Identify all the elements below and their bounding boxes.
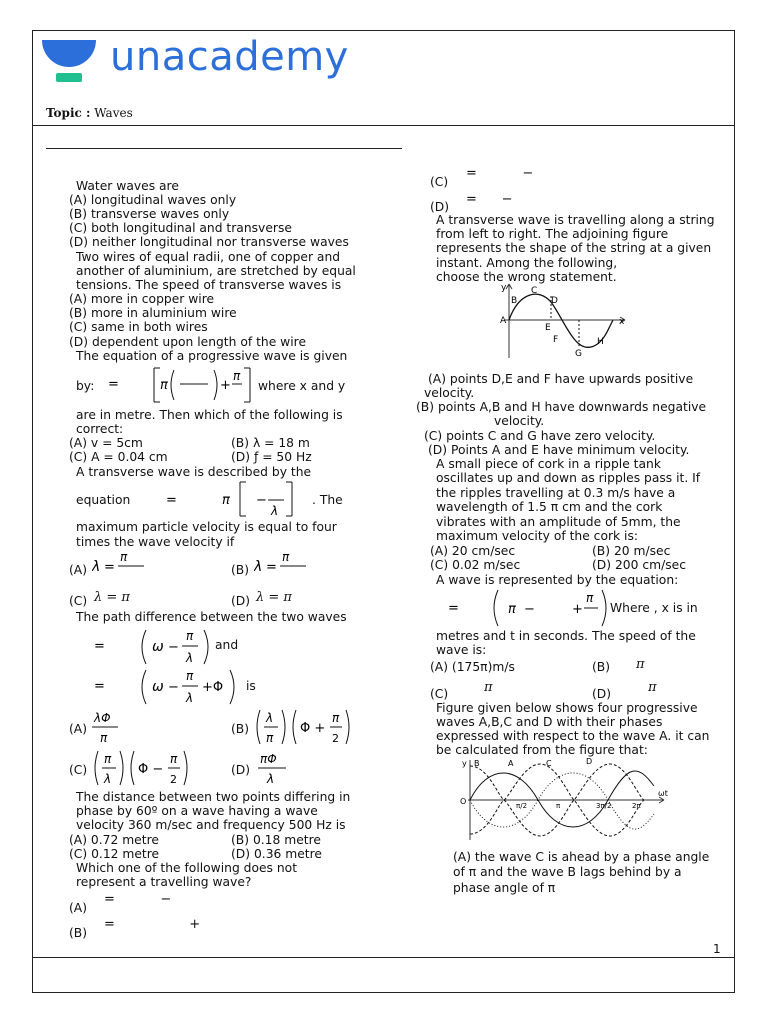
svg-text:−: −	[256, 493, 267, 508]
q8-option-a-1: (A) points D,E and F have upwards positive	[428, 372, 694, 386]
q5-wave1-equation	[90, 624, 220, 668]
q2-option-a: (A) more in copper wire	[69, 292, 215, 306]
q8-string-figure	[495, 282, 635, 362]
q7-option-d-math: = −	[466, 192, 513, 207]
q6-stem-3: velocity 360 m/sec and frequency 500 Hz is	[76, 818, 346, 832]
q2-stem-1: Two wires of equal radii, one of copper and	[76, 250, 341, 264]
q7-option-a: (A)	[69, 901, 88, 915]
q9-stem-6: maximum velocity of the cork is:	[436, 529, 639, 543]
q5-option-d: (D)	[231, 763, 251, 777]
column-rule	[46, 148, 402, 149]
q3-where: where x and y	[258, 379, 346, 393]
q3-option-d: (D) ƒ = 50 Hz	[231, 450, 312, 464]
q8-option-b-2: velocity.	[494, 414, 545, 428]
svg-text:λ: λ	[186, 651, 194, 665]
q9-stem-4: wavelength of 1.5 π cm and the cork	[436, 500, 663, 514]
q1-option-a: (A) longitudinal waves only	[69, 193, 237, 207]
q5-wave2-equation	[90, 664, 250, 708]
wfig-label-c: C	[546, 759, 552, 768]
svg-text:=: =	[108, 377, 119, 392]
q6-option-d: (D) 0.36 metre	[231, 847, 322, 861]
svg-text:λ: λ	[92, 559, 101, 575]
wfig-label-a: A	[508, 759, 514, 768]
svg-text:−: −	[168, 640, 179, 655]
svg-text:=: =	[166, 493, 177, 508]
q11-waves-figure	[458, 756, 678, 842]
q8-stem-1: A transverse wave is travelling along a string	[436, 213, 715, 227]
wfig-label-d: D	[586, 757, 593, 766]
q7-stem-1: Which one of the following does not	[76, 861, 298, 875]
q3-option-a: (A) v = 5cm	[69, 436, 143, 450]
svg-text:π: π	[186, 629, 194, 643]
unacademy-logo-icon	[40, 36, 100, 86]
wfig-label-y: y	[462, 759, 467, 768]
q4-line-4: times the wave velocity if	[76, 535, 235, 549]
q7-option-b: (B)	[69, 926, 88, 940]
q4-the: . The	[312, 493, 343, 507]
q10-equation	[444, 586, 610, 630]
q1-stem: Water waves are	[76, 179, 179, 193]
q3-option-b: (B) λ = 18 m	[231, 436, 310, 450]
q10-option-b-math: π	[636, 657, 645, 672]
q3-stem-end-2: correct:	[76, 422, 124, 436]
q4-option-a-math	[92, 550, 148, 580]
q11-stem-4: be calculated from the figure that:	[436, 743, 648, 757]
q9-stem-2: oscillates up and down as ripples pass it. If	[436, 471, 701, 485]
q6-stem-2: phase by 60º on a wave having a wave	[76, 804, 318, 818]
svg-text:π: π	[222, 493, 230, 508]
q4-option-d-math: λ = π	[256, 590, 292, 605]
q11-option-a-1: (A) the wave C is ahead by a phase angle	[453, 850, 710, 864]
fig-label-b: B	[511, 296, 518, 306]
svg-text:Φ +: Φ +	[300, 721, 326, 736]
q3-equation	[100, 362, 260, 406]
svg-text:λΦ: λΦ	[94, 711, 111, 725]
q9-stem-3: the ripples travelling at 0.3 m/s have a	[436, 486, 676, 500]
svg-text:π: π	[170, 752, 178, 766]
page-number: 1	[713, 942, 721, 956]
svg-text:π: π	[100, 731, 108, 745]
q5-option-a-math	[92, 707, 132, 747]
q3-stem: The equation of a progressive wave is given	[76, 349, 348, 363]
q8-option-d: (D) Points A and E have minimum velocity.	[428, 443, 690, 457]
q5-option-c-math	[92, 747, 192, 789]
fig-label-y: y	[501, 283, 507, 293]
q7-option-c-math: = −	[466, 166, 534, 181]
wfig-label-wt: ωt	[658, 789, 668, 798]
q1-option-d: (D) neither longitudinal nor transverse waves	[69, 235, 349, 249]
q2-stem-3: tensions. The speed of transverse waves is	[76, 278, 342, 292]
fig-label-c: C	[531, 286, 538, 296]
q2-stem-2: another of aluminium, are stretched by equal	[76, 264, 356, 278]
q9-option-c: (C) 0.02 m/sec	[430, 558, 521, 572]
q3-stem-end-1: are in metre. Then which of the following is	[76, 408, 343, 422]
svg-text:π: π	[282, 550, 290, 564]
q5-option-b: (B)	[231, 722, 250, 736]
q10-option-d-math: π	[648, 680, 657, 695]
svg-text:π: π	[233, 369, 241, 383]
wfig-label-b: B	[474, 759, 480, 768]
q9-option-b: (B) 20 m/sec	[592, 544, 671, 558]
q5-option-c: (C)	[69, 763, 88, 777]
q6-stem-1: The distance between two points differing in	[76, 790, 351, 804]
q11-stem-3: expressed with respect to the wave A. it can	[436, 729, 710, 743]
svg-text:λ: λ	[254, 559, 263, 575]
wfig-label-o: O	[460, 797, 467, 806]
q9-stem-5: vibrates with an amplitude of 5mm, the	[436, 515, 681, 529]
q4-line-3: maximum particle velocity is equal to four	[76, 520, 337, 534]
svg-text:2: 2	[170, 773, 177, 786]
q10-where: Where , x is in	[610, 601, 698, 615]
q5-and: and	[215, 638, 239, 652]
q7-option-b-math: = +	[104, 917, 201, 932]
q10-option-c-math: π	[484, 680, 493, 695]
svg-text:−: −	[168, 680, 179, 695]
q4-option-a: (A)	[69, 563, 88, 577]
q7-option-c: (C)	[430, 175, 449, 189]
svg-text:=: =	[94, 639, 105, 654]
q1-option-c: (C) both longitudinal and transverse	[69, 221, 292, 235]
q10-option-d: (D)	[592, 687, 612, 701]
q5-option-d-math	[258, 748, 298, 788]
svg-text:ω: ω	[152, 679, 164, 695]
svg-text:=: =	[266, 560, 277, 575]
q2-option-b: (B) more in aluminium wire	[69, 306, 237, 320]
fig-label-d: D	[551, 296, 558, 306]
q7-stem-2: represent a travelling wave?	[76, 875, 252, 889]
svg-text:Φ −: Φ −	[138, 762, 164, 777]
q7-option-d: (D)	[430, 200, 450, 214]
q4-option-d: (D)	[231, 594, 251, 608]
q4-line-1: A transverse wave is described by the	[76, 465, 312, 479]
svg-text:π: π	[266, 731, 274, 745]
q5-is: is	[246, 679, 256, 693]
svg-text:π: π	[186, 669, 194, 683]
fig-label-h: H	[597, 337, 604, 347]
svg-text:π: π	[120, 550, 128, 564]
svg-text:π: π	[104, 752, 112, 766]
wfig-label-pi2: π/2	[516, 802, 528, 810]
svg-text:λ: λ	[186, 691, 194, 705]
q9-option-d: (D) 200 cm/sec	[592, 558, 686, 572]
svg-text:ω: ω	[152, 639, 164, 655]
q2-option-c: (C) same in both wires	[69, 320, 208, 334]
svg-text:π: π	[508, 602, 516, 617]
q10-stem-end-2: wave is:	[436, 643, 487, 657]
svg-text:λ: λ	[267, 772, 275, 786]
footer-divider	[32, 957, 735, 958]
q4-eq-label: equation	[76, 493, 131, 507]
svg-text:2: 2	[332, 732, 339, 745]
q8-option-c: (C) points C and G have zero velocity.	[424, 429, 656, 443]
q1-option-b: (B) transverse waves only	[69, 207, 230, 221]
q4-option-c-math: λ = π	[94, 590, 130, 605]
q11-stem-1: Figure given below shows four progressive	[436, 701, 698, 715]
q2-option-d: (D) dependent upon length of the wire	[69, 335, 307, 349]
fig-label-e: E	[545, 323, 551, 333]
q10-option-b: (B)	[592, 660, 611, 674]
q8-stem-3: represents the shape of the string at a given	[436, 241, 712, 255]
topic-line: Topic : Waves	[46, 106, 133, 120]
svg-text:=: =	[448, 601, 459, 616]
wfig-label-2pi: 2π	[632, 802, 641, 810]
fig-label-a: A	[500, 316, 507, 326]
q4-option-c: (C)	[69, 594, 88, 608]
q4-equation	[160, 476, 300, 520]
svg-text:π: π	[160, 378, 168, 393]
svg-text:π: π	[332, 711, 340, 725]
q10-option-c: (C)	[430, 687, 449, 701]
svg-text:πΦ: πΦ	[260, 752, 277, 766]
q9-option-a: (A) 20 cm/sec	[430, 544, 516, 558]
q5-stem: The path difference between the two waves	[76, 610, 347, 624]
q7-option-a-math: = −	[104, 892, 172, 907]
q4-option-b-math	[254, 550, 310, 580]
svg-text:+: +	[220, 378, 231, 393]
svg-text:=: =	[94, 679, 105, 694]
svg-text:+: +	[572, 602, 583, 617]
q6-option-c: (C) 0.12 metre	[69, 847, 160, 861]
q10-stem: A wave is represented by the equation:	[436, 573, 679, 587]
fig-label-f: F	[553, 335, 559, 345]
q10-option-a: (A) (175π)m/s	[430, 660, 515, 674]
svg-text:+Φ: +Φ	[202, 680, 224, 695]
q6-option-a: (A) 0.72 metre	[69, 833, 159, 847]
q3-option-c: (C) A = 0.04 cm	[69, 450, 168, 464]
svg-text:−: −	[524, 602, 535, 617]
q8-option-a-2: velocity.	[424, 386, 475, 400]
q3-by-label: by:	[76, 379, 95, 393]
q11-stem-2: waves A,B,C and D with their phases	[436, 715, 663, 729]
svg-text:=: =	[104, 560, 115, 575]
q8-stem-5: choose the wrong statement.	[436, 270, 617, 284]
svg-text:λ: λ	[271, 504, 279, 518]
svg-text:λ: λ	[104, 772, 112, 786]
q8-stem-4: instant. Among the following,	[436, 256, 618, 270]
fig-label-g: G	[575, 349, 582, 359]
svg-text:π: π	[586, 591, 594, 605]
q8-stem-2: from left to right. The adjoining figure	[436, 227, 669, 241]
header-divider	[32, 125, 735, 126]
q8-option-b-1: (B) points A,B and H have downwards negative	[416, 400, 707, 414]
q6-option-b: (B) 0.18 metre	[231, 833, 321, 847]
wfig-label-3pi2: 3π/2	[596, 802, 612, 810]
svg-text:λ: λ	[266, 711, 274, 725]
wfig-label-pi: π	[556, 802, 561, 810]
q11-option-a-3: phase angle of π	[453, 881, 556, 895]
q10-stem-end-1: metres and t in seconds. The speed of the	[436, 629, 696, 643]
fig-label-x: x	[619, 317, 625, 327]
q4-option-b: (B)	[231, 563, 250, 577]
brand-name: unacademy	[110, 34, 349, 80]
q9-stem-1: A small piece of cork in a ripple tank	[436, 457, 661, 471]
q11-option-a-2: of π and the wave B lags behind by a	[453, 865, 682, 879]
q5-option-b-math	[254, 706, 354, 748]
q5-option-a: (A)	[69, 722, 88, 736]
